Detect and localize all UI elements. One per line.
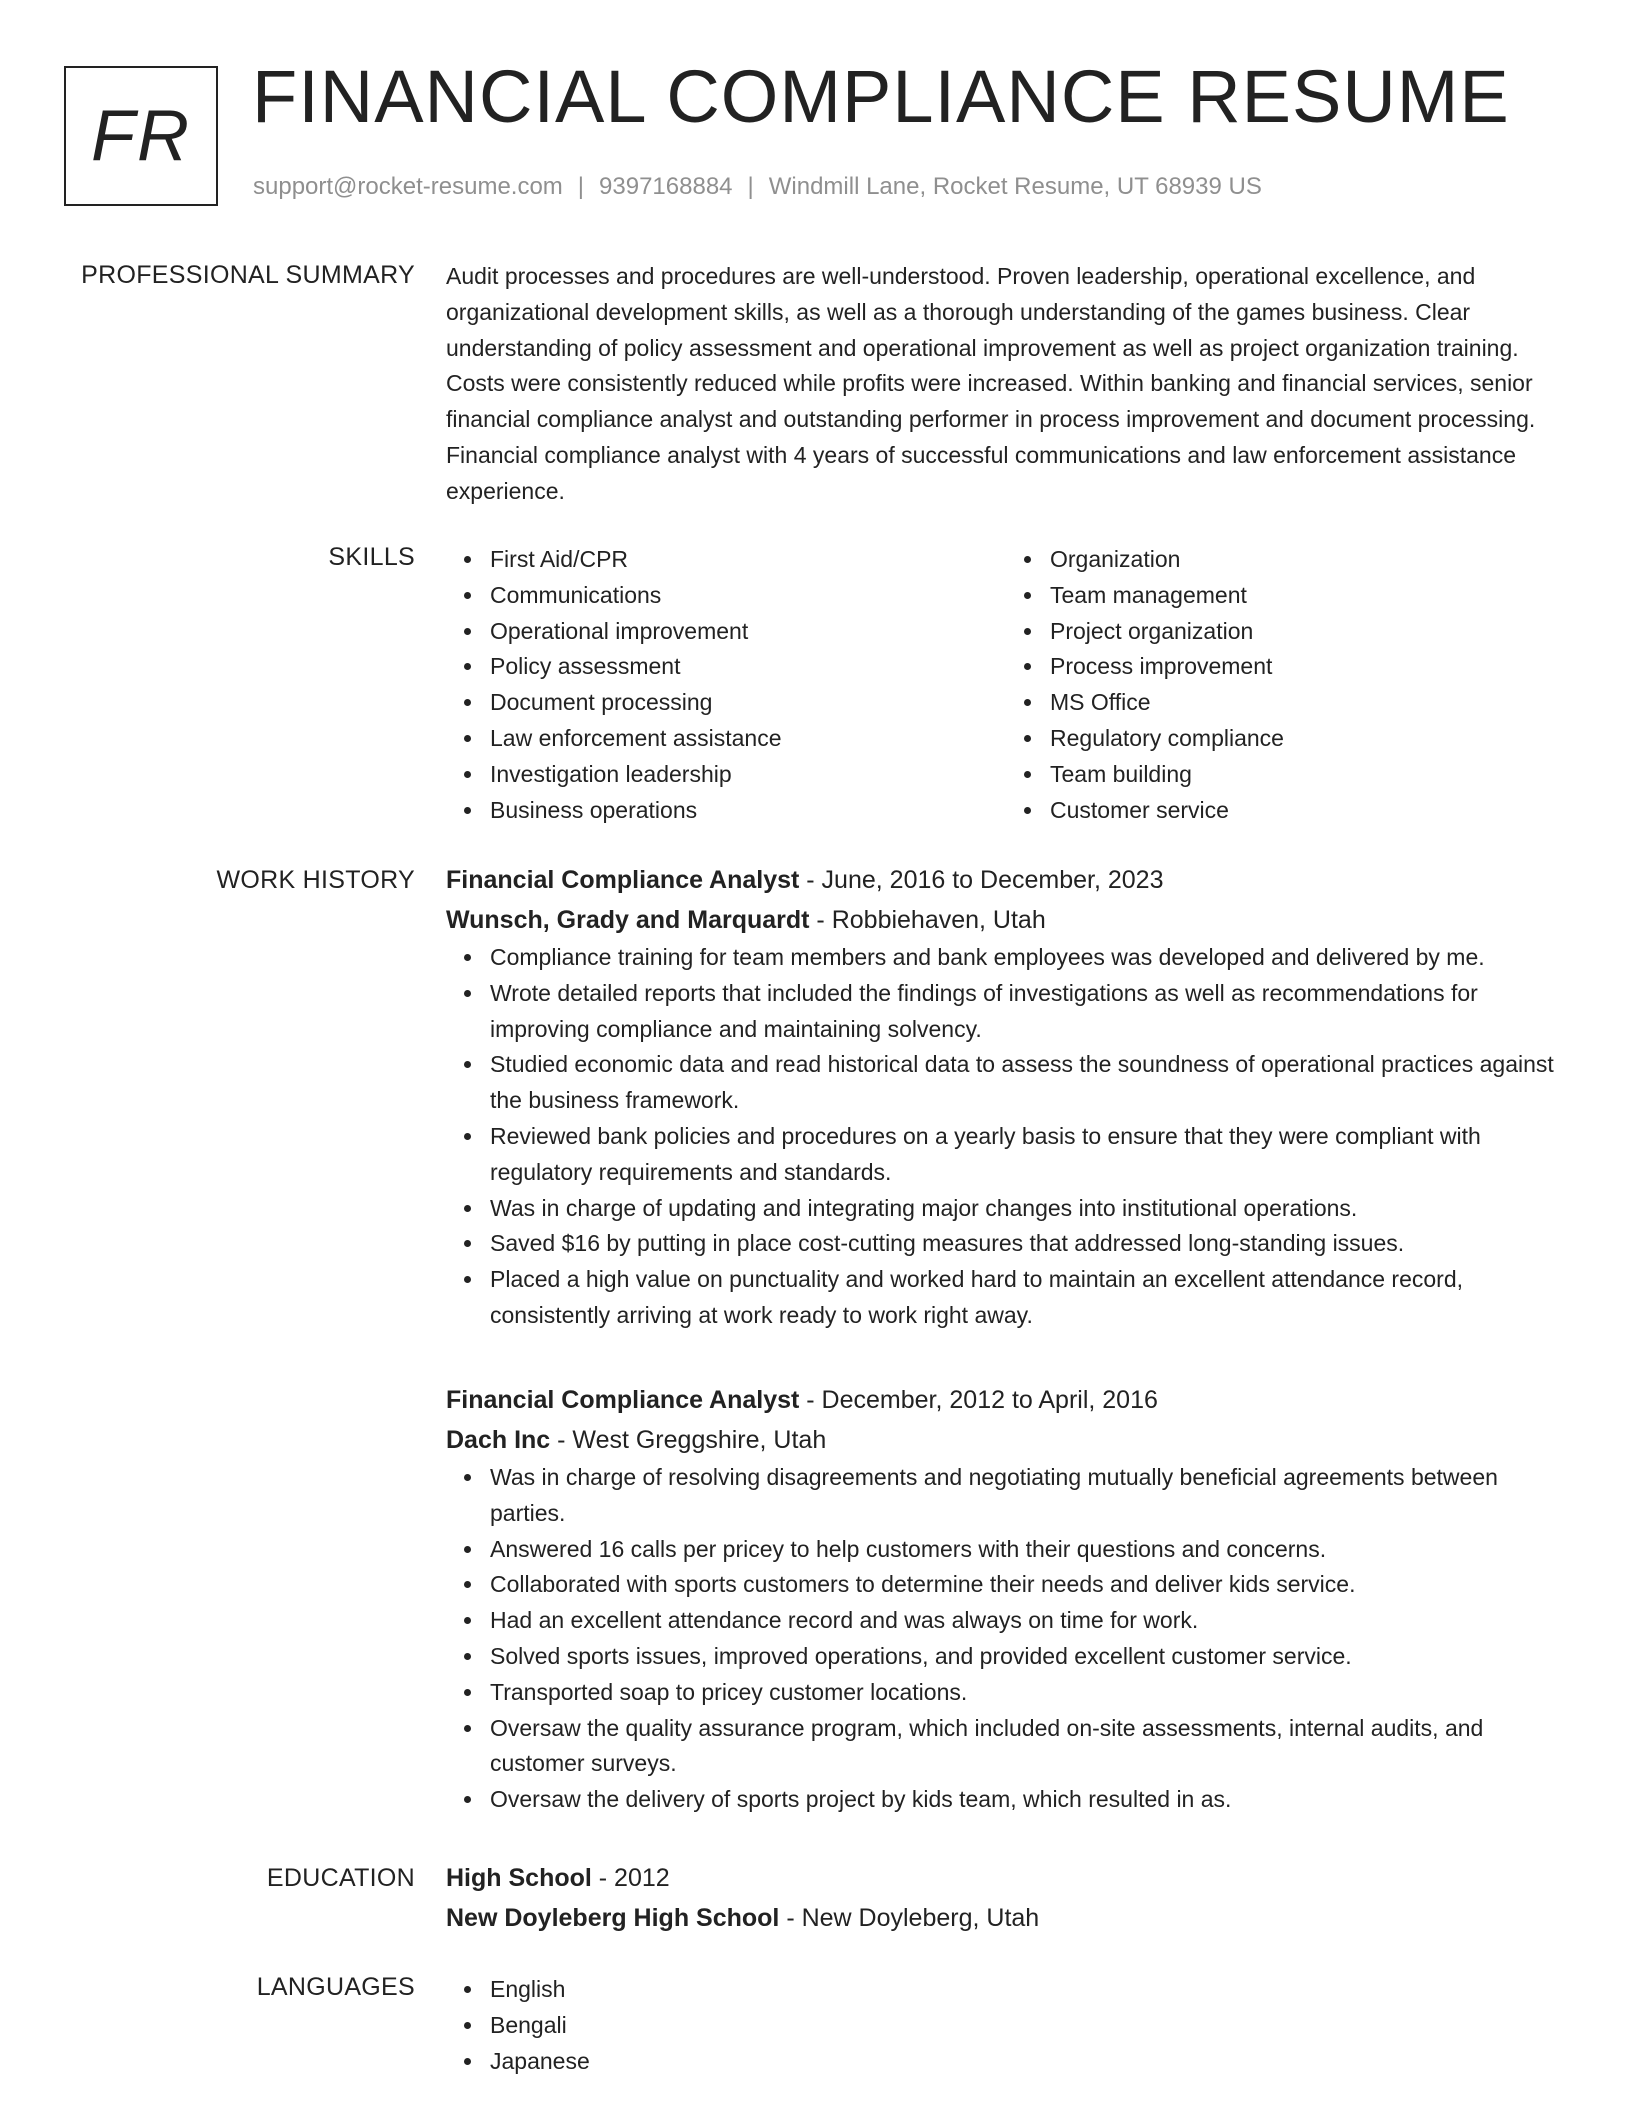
- skill-item: Team building: [1050, 757, 1566, 793]
- education-degree: High School: [446, 1864, 592, 1892]
- section-label-summary: PROFESSIONAL SUMMARY: [81, 261, 415, 289]
- skill-item: Team management: [1050, 578, 1566, 614]
- education-location: - New Doyleberg, Utah: [779, 1904, 1040, 1932]
- skill-item: Communications: [490, 578, 1006, 614]
- contact-separator: |: [747, 173, 754, 200]
- job-company: Wunsch, Grady and Marquardt: [446, 906, 810, 934]
- job-bullet: Oversaw the quality assurance program, which included on-site assessments, internal audits, and customer surveys.: [490, 1711, 1566, 1783]
- contact-email: support@rocket-resume.com: [253, 173, 563, 200]
- section-label-work-history: WORK HISTORY: [216, 866, 415, 894]
- job-bullet: Compliance training for team members and bank employees was developed and delivered by me.: [490, 940, 1566, 976]
- resume-title: FINANCIAL COMPLIANCE RESUME: [252, 55, 1510, 138]
- job-dates: - December, 2012 to April, 2016: [799, 1386, 1158, 1414]
- education-school-line: [446, 1898, 1566, 1938]
- skill-item: Business operations: [490, 793, 1006, 829]
- job-entry: [446, 860, 1566, 1334]
- skills-list-right: [1006, 542, 1566, 828]
- language-item: Bengali: [490, 2008, 1566, 2044]
- job-bullet: Was in charge of resolving disagreements and negotiating mutually beneficial agreements between parties.: [490, 1460, 1566, 1532]
- job-bullet: Solved sports issues, improved operations, and provided excellent customer service.: [490, 1639, 1566, 1675]
- job-company: Dach Inc: [446, 1426, 551, 1454]
- skill-item: Document processing: [490, 685, 1006, 721]
- job-dates: - June, 2016 to December, 2023: [799, 866, 1164, 894]
- section-label-skills: SKILLS: [328, 543, 415, 571]
- job-bullet-list: [446, 1460, 1566, 1818]
- skill-item: Organization: [1050, 542, 1566, 578]
- job-company-line: [446, 1420, 1566, 1460]
- skill-item: Project organization: [1050, 614, 1566, 650]
- summary-text: Audit processes and procedures are well-understood. Proven leadership, operational excellence, and organizational development skills, as well as a thorough understanding of the games business. Clear understanding of policy assessment and operational improvement as well as project organization training. Costs were consistently reduced while profits were increased. Within banking and financial services, senior financial compliance analyst and outstanding performer in process improvement and document processing. Financial compliance analyst with 4 years of successful communications and law enforcement assistance experience.: [446, 263, 1536, 504]
- skills-grid: [446, 542, 1566, 828]
- monogram-logo: FR: [64, 66, 218, 206]
- skills-list-left: [446, 542, 1006, 828]
- job-bullet: Wrote detailed reports that included the findings of investigations as well as recommendations for improving compliance and maintaining solvency.: [490, 976, 1566, 1048]
- skill-item: First Aid/CPR: [490, 542, 1006, 578]
- language-item: English: [490, 1972, 1566, 2008]
- skill-item: Policy assessment: [490, 649, 1006, 685]
- job-bullet-list: [446, 940, 1566, 1334]
- language-item: Japanese: [490, 2044, 1566, 2080]
- skill-item: Customer service: [1050, 793, 1566, 829]
- education-degree-line: [446, 1858, 1566, 1898]
- job-entry: [446, 1380, 1566, 1818]
- contact-line: [253, 173, 1262, 201]
- job-bullet: Oversaw the delivery of sports project by kids team, which resulted in as.: [490, 1782, 1566, 1818]
- skill-item: Process improvement: [1050, 649, 1566, 685]
- job-bullet: Was in charge of updating and integrating major changes into institutional operations.: [490, 1191, 1566, 1227]
- job-bullet: Had an excellent attendance record and was always on time for work.: [490, 1603, 1566, 1639]
- contact-separator: |: [577, 173, 585, 200]
- contact-address: Windmill Lane, Rocket Resume, UT 68939 US: [768, 173, 1262, 200]
- job-title-line: [446, 1380, 1566, 1420]
- job-location: - West Greggshire, Utah: [550, 1426, 827, 1454]
- job-bullet: Placed a high value on punctuality and worked hard to maintain an excellent attendance record, consistently arriving at work ready to work right away.: [490, 1262, 1566, 1334]
- job-bullet: Studied economic data and read historical data to assess the soundness of operational practices against the business framework.: [490, 1047, 1566, 1119]
- skill-item: Regulatory compliance: [1050, 721, 1566, 757]
- skill-item: Law enforcement assistance: [490, 721, 1006, 757]
- job-title: Financial Compliance Analyst: [446, 1386, 800, 1414]
- job-bullet: Saved $16 by putting in place cost-cutting measures that addressed long-standing issues.: [490, 1226, 1566, 1262]
- skill-item: Operational improvement: [490, 614, 1006, 650]
- job-company-line: [446, 900, 1566, 940]
- job-bullet: Reviewed bank policies and procedures on a yearly basis to ensure that they were compliant with regulatory requirements and standards.: [490, 1119, 1566, 1191]
- job-bullet: Collaborated with sports customers to determine their needs and deliver kids service.: [490, 1567, 1566, 1603]
- job-bullet: Transported soap to pricey customer locations.: [490, 1675, 1566, 1711]
- job-title-line: [446, 860, 1566, 900]
- languages-list: [446, 1972, 1566, 2079]
- section-label-education: EDUCATION: [266, 1864, 415, 1892]
- education-year: - 2012: [591, 1864, 670, 1892]
- education-school: New Doyleberg High School: [446, 1904, 780, 1932]
- job-title: Financial Compliance Analyst: [446, 866, 800, 894]
- job-bullet: Answered 16 calls per pricey to help customers with their questions and concerns.: [490, 1532, 1566, 1568]
- skill-item: MS Office: [1050, 685, 1566, 721]
- contact-phone: 9397168884: [599, 173, 733, 200]
- section-label-languages: LANGUAGES: [256, 1973, 415, 2001]
- job-location: - Robbiehaven, Utah: [809, 906, 1046, 934]
- skill-item: Investigation leadership: [490, 757, 1006, 793]
